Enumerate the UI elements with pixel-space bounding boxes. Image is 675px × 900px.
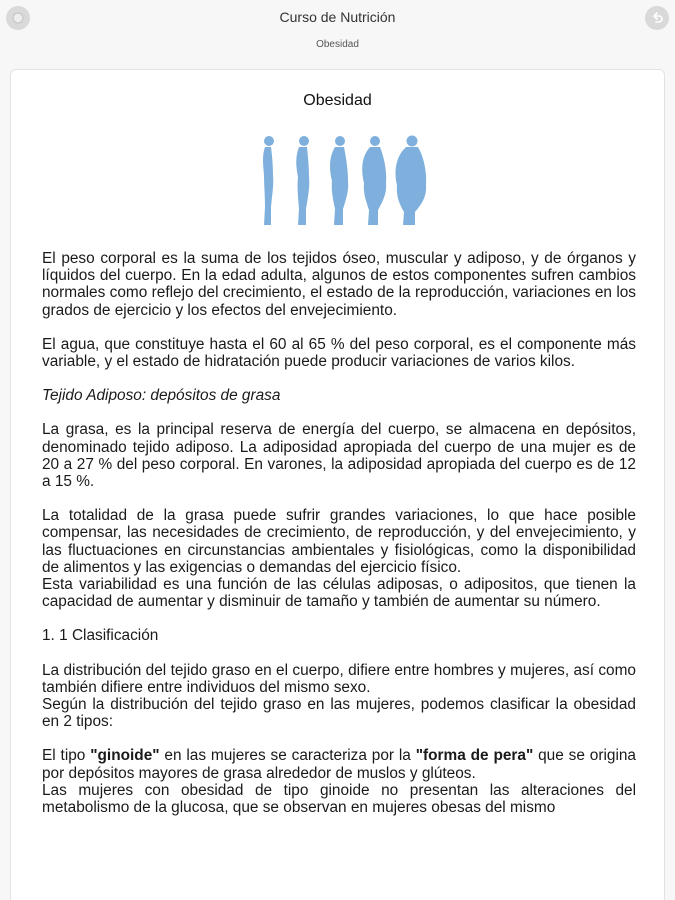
paragraph: Según la distribución del tejido graso en las mujeres, podemos clasificar la obesidad en 2 tipos:	[42, 696, 636, 731]
body-silhouette-4	[362, 136, 386, 225]
obesity-progression-illustration	[249, 135, 429, 227]
top-bar	[0, 0, 675, 64]
paragraph: Esta variabilidad es una función de las células adiposas, o adipositos, que tienen la capacidad de aumentar y disminuir de tamaño y también de aumentar su número.	[42, 576, 636, 611]
content-card	[10, 69, 665, 900]
term-forma-de-pera: "forma de pera"	[415, 747, 534, 765]
paragraph: Las mujeres con obesidad de tipo ginoide no presentan las alteraciones del metabolismo de la glucosa, que se observan en mujeres obesas del mismo	[42, 781, 636, 817]
paragraph: La totalidad de la grasa puede sufrir grandes variaciones, lo que hace posible compensar, las necesidades de crecimiento, de reproducción, y del envejecimiento, y las fluctuaciones en circunstancias ambientales y fisiológicas, como la disponibilidad de alimentos y las exigencias o demandas del ejercicio físico.	[42, 507, 636, 576]
text-run: que se origina por depósitos mayores de grasa alrededor de muslos y glúteos.	[42, 747, 636, 782]
body-silhouette-3	[330, 136, 348, 225]
text-run: El tipo	[42, 747, 91, 765]
page-subtitle: Obesidad	[316, 39, 359, 50]
paragraph: El agua, que constituye hasta el 60 al 65 % del peso corporal, es el componente más variable, y el estado de hidratación puede producir variaciones de varios kilos.	[42, 335, 636, 371]
paragraph: La distribución del tejido graso en el cuerpo, difiere entre hombres y mujeres, así como también difiere entre individuos del mismo sexo.	[42, 661, 636, 696]
section-heading-tejido-adiposo: Tejido Adiposo: depósitos de grasa	[42, 387, 281, 405]
section-heading-clasificacion: 1. 1 Clasificación	[42, 627, 159, 645]
app-title: Curso de Nutrición	[279, 9, 396, 25]
body-silhouette-5	[396, 136, 427, 226]
text-run: en las mujeres se caracteriza por la	[159, 747, 416, 765]
paragraph: La grasa, es la principal reserva de energía del cuerpo, se almacena en depósitos, denominado tejido adiposo. La adiposidad apropiada del cuerpo de una mujer es de 20 a 27 % del peso corporal. En varones, la adiposidad apropiada del cuerpo es de 12 a 15 %.	[42, 421, 636, 491]
body-silhouette-1	[263, 136, 274, 225]
article-body	[42, 250, 636, 816]
back-arrow-icon[interactable]	[645, 6, 669, 30]
body-silhouette-2	[296, 136, 309, 225]
paragraph-ginoide	[42, 747, 636, 781]
content-title: Obesidad	[303, 92, 372, 109]
paragraph: El peso corporal es la suma de los tejidos óseo, muscular y adiposo, y de órganos y líquidos del cuerpo. En la edad adulta, algunos de estos componentes sufren cambios normales como reflejo del crecimiento, el estado de la reproducción, variaciones en los grados de ejercicio y los efectos del envejecimiento.	[42, 250, 636, 319]
term-ginoide: "ginoide"	[90, 747, 160, 765]
